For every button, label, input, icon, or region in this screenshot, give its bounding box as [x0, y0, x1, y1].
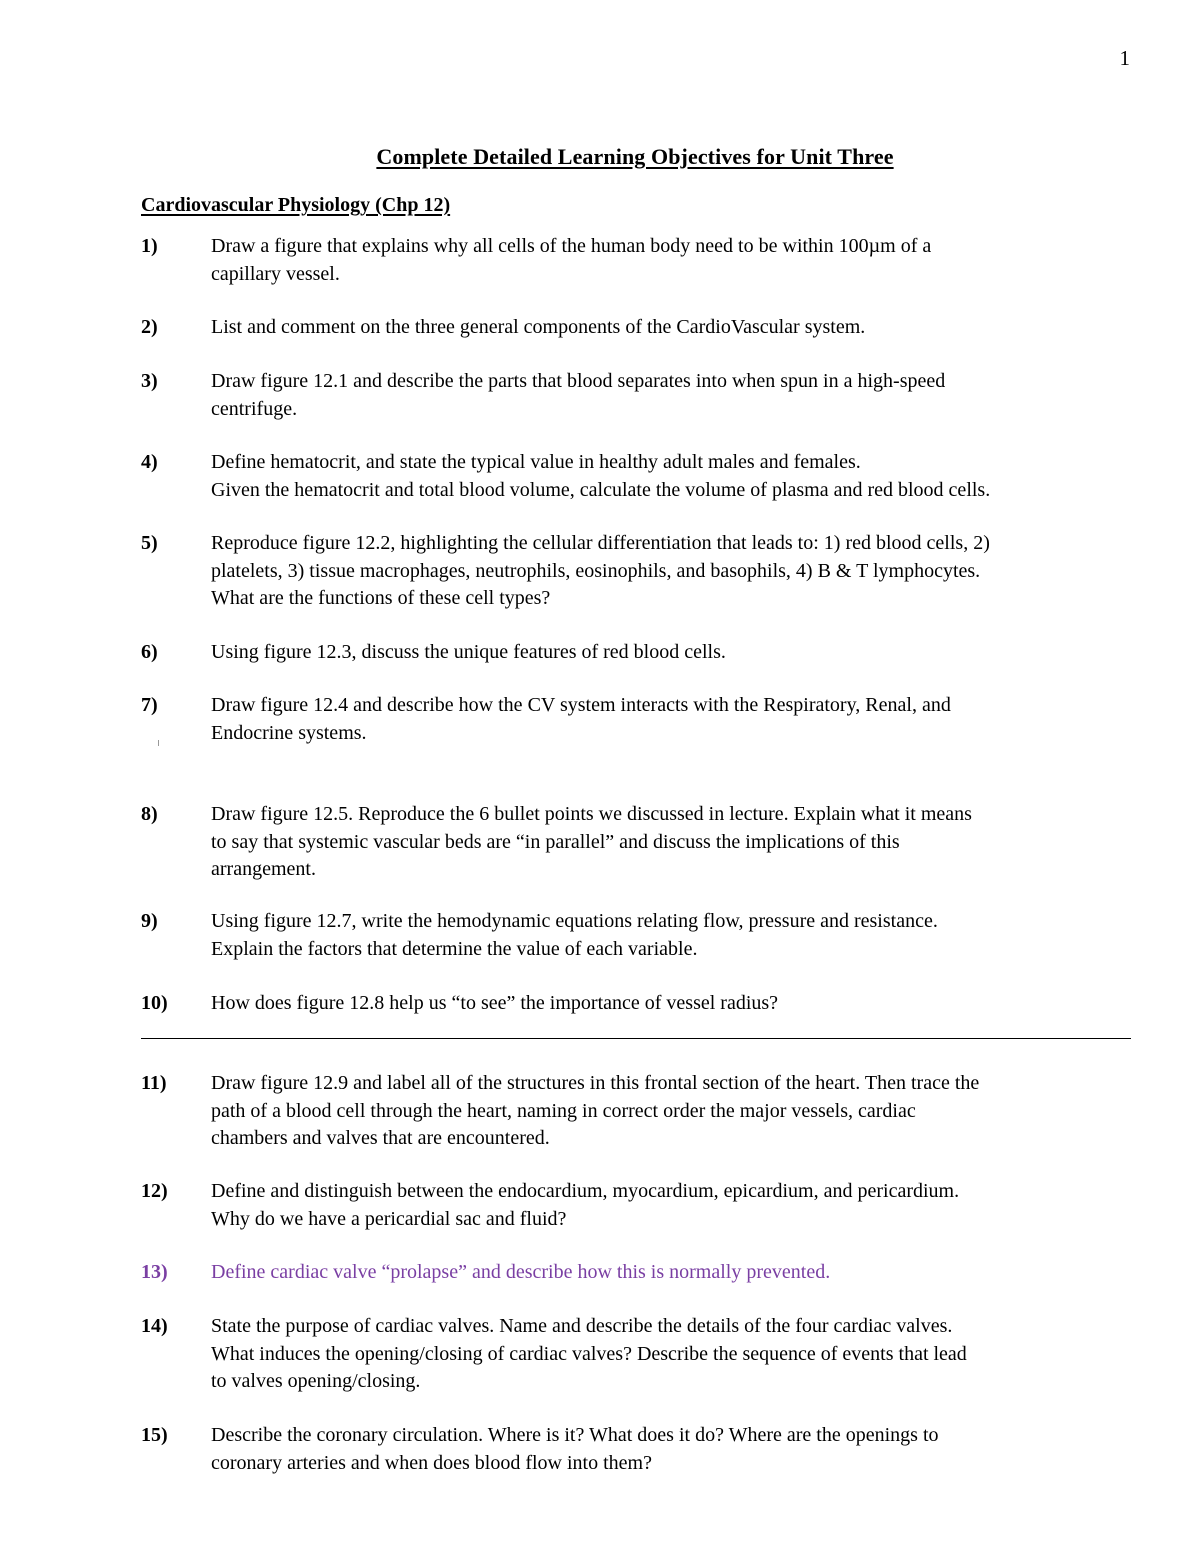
objective-number: 1) [141, 235, 158, 257]
objective-item-14 [141, 1313, 1141, 1396]
objective-item-3 [141, 368, 1141, 423]
document-title: Complete Detailed Learning Objectives for Unit Three [376, 144, 894, 169]
objective-item-5 [141, 530, 1141, 613]
objective-item-4 [141, 449, 1141, 504]
objective-number: 8) [141, 803, 158, 825]
objective-item-12 [141, 1178, 1141, 1233]
objective-number: 15) [141, 1424, 168, 1446]
objective-item-8 [141, 801, 1141, 884]
objective-text: Draw a figure that explains why all cells of the human body need to be within 100µm of a capillary vessel. [211, 235, 932, 285]
objective-item-9 [141, 908, 1141, 963]
objective-text: Draw figure 12.5. Reproduce the 6 bullet points we discussed in lecture. Explain what it means to say that systemic vascular beds are “in parallel” and discuss the implications of this arrangement. [211, 803, 972, 880]
objective-item-13 [141, 1259, 1141, 1287]
objective-number: 13) [141, 1261, 168, 1283]
objective-number: 10) [141, 992, 168, 1014]
objective-number: 9) [141, 910, 158, 932]
objective-text: Reproduce figure 12.2, highlighting the cellular differentiation that leads to: 1) red blood cells, 2) platelets, 3) tissue macrophages, neutrophils, eosinophils, and basophils, 4) B & T lymphocytes. What are the functions of these cell types? [211, 532, 990, 609]
objective-item-10 [141, 990, 1141, 1018]
objective-item-6 [141, 639, 1141, 667]
stray-mark [158, 740, 159, 746]
objective-number: 3) [141, 370, 158, 392]
objective-number: 2) [141, 316, 158, 338]
objective-item-7 [141, 692, 1141, 747]
objective-text: Define and distinguish between the endocardium, myocardium, epicardium, and pericardium. Why do we have a pericardial sac and fluid? [211, 1180, 960, 1230]
objective-text: Describe the coronary circulation. Where is it? What does it do? Where are the openings to coronary arteries and when does blood flow into them? [211, 1424, 939, 1474]
objective-text: Draw figure 12.1 and describe the parts that blood separates into when spun in a high-speed centrifuge. [211, 370, 946, 420]
section-divider [141, 1038, 1131, 1039]
objective-text: State the purpose of cardiac valves. Name and describe the details of the four cardiac valves. What induces the opening/closing of cardiac valves? Describe the sequence of events that lead to valves opening/closing. [211, 1315, 967, 1392]
objective-text: Draw figure 12.9 and label all of the structures in this frontal section of the heart. Then trace the path of a blood cell through the heart, naming in correct order the major vessels, cardiac chambers and valves that are encountered. [211, 1072, 980, 1149]
objective-number: 5) [141, 532, 158, 554]
objective-text: Using figure 12.7, write the hemodynamic equations relating flow, pressure and resistance. Explain the factors that determine the value of each variable. [211, 910, 938, 960]
objective-item-2 [141, 314, 1141, 342]
objective-number: 11) [141, 1072, 167, 1094]
objective-text: How does figure 12.8 help us “to see” the importance of vessel radius? [211, 992, 779, 1014]
page-number: 1 [1119, 46, 1130, 70]
objective-item-1 [141, 233, 1141, 288]
objective-number: 6) [141, 641, 158, 663]
objective-item-11 [141, 1070, 1141, 1153]
objective-text: Define cardiac valve “prolapse” and describe how this is normally prevented. [211, 1261, 831, 1283]
objective-text: Draw figure 12.4 and describe how the CV system interacts with the Respiratory, Renal, and Endocrine systems. [211, 694, 951, 744]
objective-item-15 [141, 1422, 1141, 1477]
objective-number: 12) [141, 1180, 168, 1202]
objective-text: Define hematocrit, and state the typical value in healthy adult males and females. Given the hematocrit and total blood volume, calculate the volume of plasma and red blood cells. [211, 451, 991, 501]
section-heading: Cardiovascular Physiology (Chp 12) [141, 194, 451, 216]
objective-number: 7) [141, 694, 158, 716]
objective-text: Using figure 12.3, discuss the unique features of red blood cells. [211, 641, 726, 663]
objective-text: List and comment on the three general components of the CardioVascular system. [211, 316, 866, 338]
objective-number: 4) [141, 451, 158, 473]
objective-number: 14) [141, 1315, 168, 1337]
